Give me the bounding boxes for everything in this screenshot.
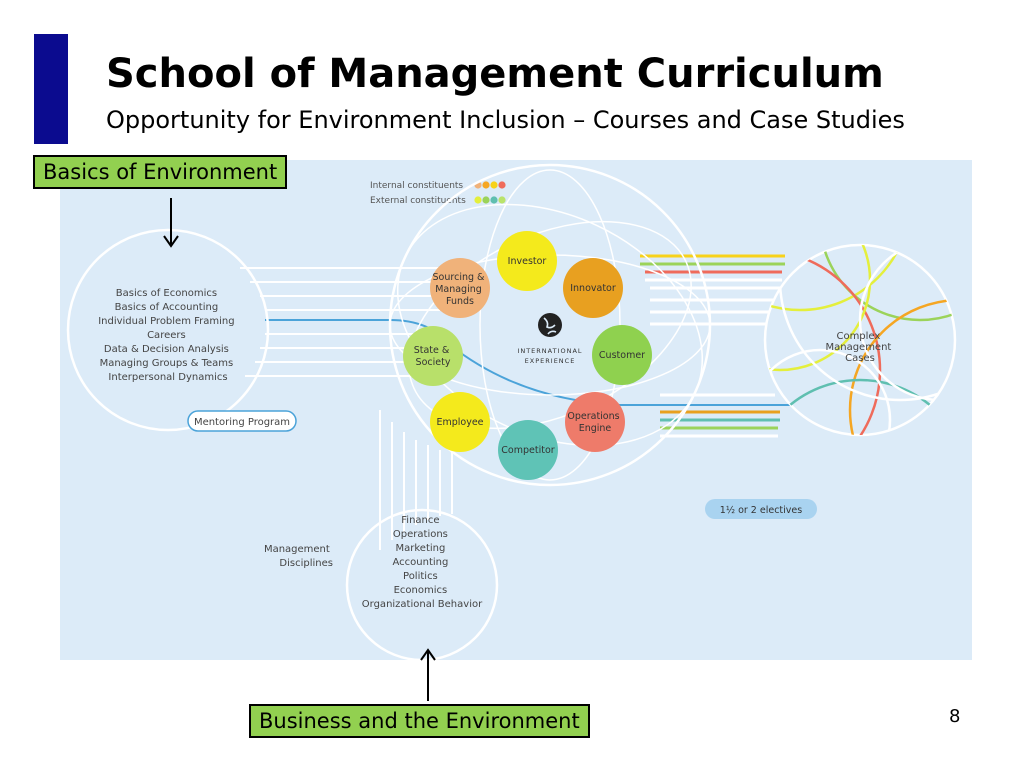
callout-business-and-environment: Business and the Environment	[249, 704, 590, 738]
node-label: Innovator	[570, 283, 616, 294]
discipline-item: Operations	[392, 529, 448, 540]
basics-circle	[68, 230, 268, 430]
node-label: Sourcing &	[432, 272, 485, 283]
legend-dot	[490, 181, 497, 188]
node-label: Managing	[435, 284, 482, 295]
legend	[370, 181, 506, 206]
cases-label-line: Complex	[836, 331, 881, 342]
node-label: Engine	[578, 423, 612, 434]
discipline-item: Marketing	[395, 543, 446, 554]
cases-label-line: Cases	[845, 353, 875, 364]
legend-dot	[498, 181, 505, 188]
title-accent-bar	[34, 34, 68, 144]
node-operations-engine	[565, 392, 625, 452]
basics-item: Interpersonal Dynamics	[108, 372, 228, 383]
complex-management-cases-circle	[640, 160, 972, 600]
basics-item: Basics of Economics	[115, 288, 218, 299]
node-competitor	[498, 420, 558, 480]
node-label: Investor	[507, 256, 547, 267]
node-customer	[592, 325, 652, 385]
disciplines-circle	[347, 510, 497, 660]
curriculum-diagram	[60, 160, 972, 660]
node-label: Competitor	[501, 445, 555, 456]
basics-item: Data & Decision Analysis	[103, 344, 229, 355]
legend-external-dots	[474, 196, 505, 203]
mentoring-program-pill	[188, 411, 296, 431]
discipline-item: Finance	[401, 515, 440, 526]
node-label: Employee	[436, 417, 484, 428]
page-number: 8	[949, 706, 961, 727]
curriculum-diagram-panel	[60, 160, 972, 660]
legend-dot	[482, 196, 489, 203]
legend-external-label: External constituents	[370, 196, 466, 206]
international-experience-hub	[517, 313, 582, 365]
node-label: Operations	[567, 411, 620, 422]
management-disciplines-label: Management Disciplines	[263, 544, 333, 569]
node-label: State &	[413, 345, 450, 356]
discipline-item: Economics	[393, 585, 448, 596]
node-innovator	[563, 258, 623, 318]
basics-item: Basics of Accounting	[114, 302, 219, 313]
case-connector-lines	[640, 256, 785, 436]
node-label: Funds	[446, 296, 474, 307]
hub-label-line: INTERNATIONAL	[517, 347, 583, 355]
svg-text:State & Society	[414, 345, 453, 368]
slide-subtitle: Opportunity for Environment Inclusion – Courses and Case Studies	[106, 106, 905, 134]
legend-dot	[474, 196, 481, 203]
discipline-item: Politics	[403, 571, 438, 582]
node-employee	[430, 392, 490, 452]
basics-item: Managing Groups & Teams	[99, 358, 234, 369]
legend-dot	[490, 196, 497, 203]
node-label: Customer	[598, 350, 646, 361]
electives-pill	[705, 499, 817, 519]
discipline-item: Accounting	[392, 557, 449, 568]
basics-item: Careers	[147, 330, 186, 341]
node-state-society	[403, 326, 463, 386]
cases-label-line: Management	[825, 342, 892, 353]
slide-title: School of Management Curriculum	[106, 51, 884, 97]
node-sourcing-managing-funds	[430, 258, 490, 318]
basics-item: Individual Problem Framing	[98, 316, 235, 327]
legend-dot	[482, 181, 489, 188]
legend-dot	[498, 196, 505, 203]
legend-internal-label: Internal constituents	[370, 181, 464, 191]
callout-basics-of-environment: Basics of Environment	[33, 155, 287, 189]
hub-label-line: EXPERIENCE	[524, 357, 576, 365]
svg-text:Basics of Economics Ba	[98, 288, 238, 383]
discipline-item: Organizational Behavior	[361, 599, 483, 610]
mentoring-program-label: Mentoring Program	[193, 417, 291, 428]
node-label: Society	[415, 357, 451, 368]
electives-label: 1½ or 2 electives	[719, 505, 803, 516]
node-investor	[497, 231, 557, 291]
